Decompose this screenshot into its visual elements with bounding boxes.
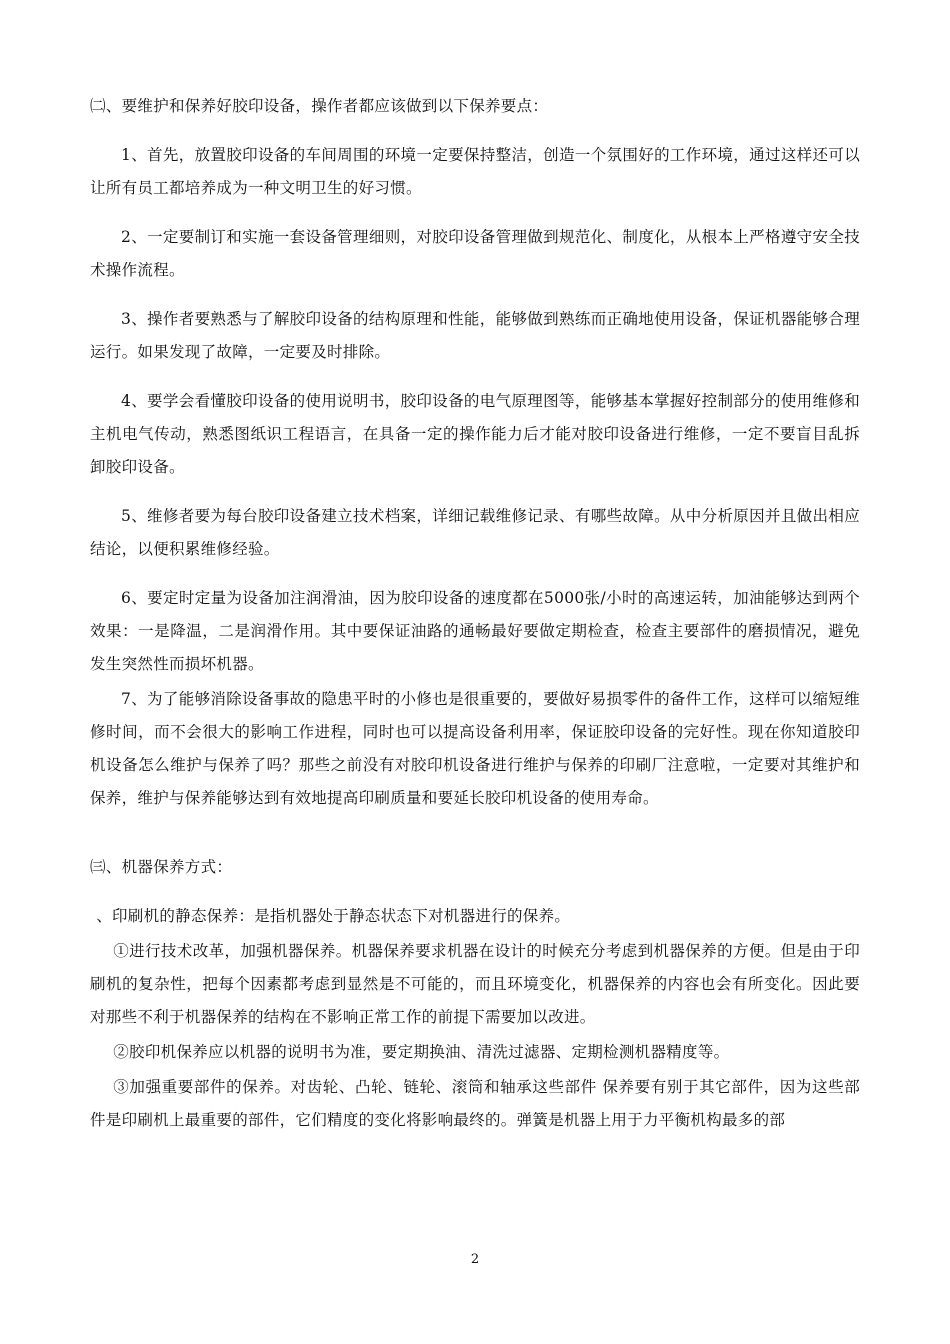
section-three-heading: ㈢、机器保养方式： <box>90 858 233 876</box>
page-number: 2 <box>470 1252 480 1267</box>
section-two-item-4: 4、要学会看懂胶印设备的使用说明书，胶印设备的电气原理图等，能够基本掌握好控制部分的使用维修和主机电气传动，熟悉图纸识工程语言，在具备一定的操作能力后才能对胶印设备进行维修，一定不要盲目乱拆卸胶印设备。 <box>90 392 860 476</box>
document-body <box>90 90 860 1137</box>
section-two-item-3: 3、操作者要熟悉与了解胶印设备的结构原理和性能，能够做到熟练而正确地使用设备，保证机器能够合理运行。如果发现了故障，一定要及时排除。 <box>90 310 860 361</box>
section-two-item-7: 7、为了能够消除设备事故的隐患平时的小修也是很重要的，要做好易损零件的备件工作，这样可以缩短维修时间，而不会很大的影响工作进程，同时也可以提高设备利用率，保证胶印设备的完好性。现在你知道胶印机设备怎么维护与保养了吗？那些之前没有对胶印机设备进行维护与保养的印刷厂注意啦，一定要对其维护和保养，维护与保养能够达到有效地提高印刷质量和要延长胶印机设备的使用寿命。 <box>90 690 860 807</box>
section-two-item-5: 5、维修者要为每台胶印设备建立技术档案，详细记载维修记录、有哪些故障。从中分析原因并且做出相应结论，以便积累维修经验。 <box>90 507 860 558</box>
section-two-item-1: 1、首先，放置胶印设备的车间周围的环境一定要保持整洁，创造一个氛围好的工作环境，通过这样还可以让所有员工都培养成为一种文明卫生的好习惯。 <box>90 146 860 197</box>
section-three-item-3: ③加强重要部件的保养。对齿轮、凸轮、链轮、滚筒和轴承这些部件 保养要有别于其它部件，因为这些部件是印刷机上最重要的部件，它们精度的变化将影响最终的。弹簧是机器上用于力平衡机构最多的部 <box>90 1078 860 1129</box>
section-three-item-2: ②胶印机保养应以机器的说明书为准，要定期换油、清洗过滤器、定期检测机器精度等。 <box>113 1043 730 1061</box>
section-two-item-6: 6、要定时定量为设备加注润滑油，因为胶印设备的速度都在5000张/小时的高速运转，加油能够达到两个效果：一是降温，二是润滑作用。其中要保证油路的通畅最好要做定期检查，检查主要部件的磨损情况，避免发生突然性而损坏机器。 <box>90 589 860 673</box>
static-maintenance-title: 、印刷机的静态保养：是指机器处于静态状态下对机器进行的保养。 <box>96 907 571 925</box>
section-three-item-1: ①进行技术改革，加强机器保养。机器保养要求机器在设计的时候充分考虑到机器保养的方便。但是由于印刷机的复杂性，把每个因素都考虑到显然是不可能的，而且环境变化，机器保养的内容也会有所变化。因此要对那些不利于机器保养的结构在不影响正常工作的前提下需要加以改进。 <box>90 942 860 1026</box>
section-two-item-2: 2、一定要制订和实施一套设备管理细则，对胶印设备管理做到规范化、制度化，从根本上严格遵守安全技术操作流程。 <box>90 228 860 279</box>
section-two-heading: ㈡、要维护和保养好胶印设备，操作者都应该做到以下保养要点： <box>90 97 549 115</box>
